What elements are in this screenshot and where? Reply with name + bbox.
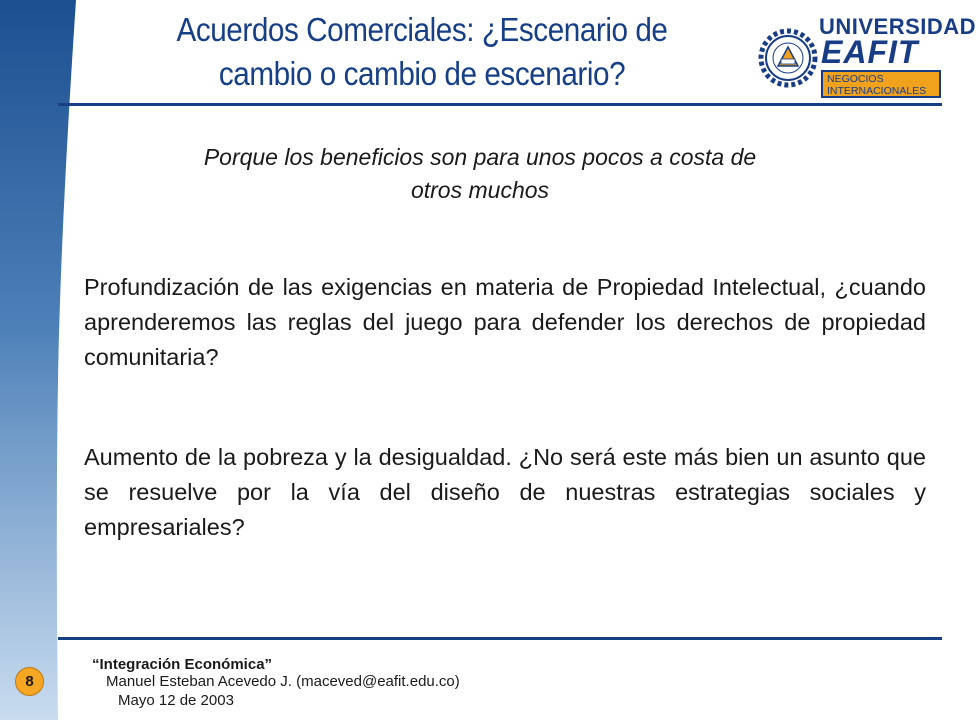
- logo-sub-line-1: NEGOCIOS: [827, 73, 884, 85]
- subtitle-line-2: otros muchos: [410, 177, 550, 203]
- footer-course: “Integración Económica”: [92, 656, 273, 673]
- logo-wordmark-universidad: UNIVERSIDAD: [819, 14, 976, 39]
- footer-author: Manuel Esteban Acevedo J. (maceved@eafit.edu.co): [106, 673, 460, 690]
- eafit-logo: [757, 14, 976, 100]
- slide-title: [125, 8, 719, 96]
- title-line-2: cambio o cambio de escenario?: [218, 55, 626, 92]
- logo-subtitle-text: [827, 73, 939, 97]
- title-line-1: Acuerdos Comerciales: ¿Escenario de: [176, 11, 668, 48]
- body-paragraph-2: Aumento de la pobreza y la desigualdad. ¿No será este más bien un asunto que se resuelve por la vía del diseño de nuestras estrategias sociales y empresariales?: [84, 444, 926, 540]
- page-number-badge: 8: [15, 667, 44, 696]
- footer-divider: [58, 637, 942, 640]
- body-paragraph-1: Profundización de las exigencias en materia de Propiedad Intelectual, ¿cuando aprenderemos las reglas del juego para defender los derechos de propiedad comunitaria?: [84, 274, 926, 370]
- title-divider: [58, 103, 942, 106]
- logo-subtitle-bar: [821, 70, 941, 98]
- slide-subtitle: [100, 141, 860, 207]
- footer-date: Mayo 12 de 2003: [118, 692, 234, 709]
- subtitle-line-1: Porque los beneficios son para unos pocos a costa de: [203, 144, 757, 170]
- gear-emblem-icon: [757, 14, 819, 100]
- logo-wordmark-eafit: EAFIT: [821, 34, 919, 70]
- logo-sub-line-2: INTERNACIONALES: [827, 85, 927, 97]
